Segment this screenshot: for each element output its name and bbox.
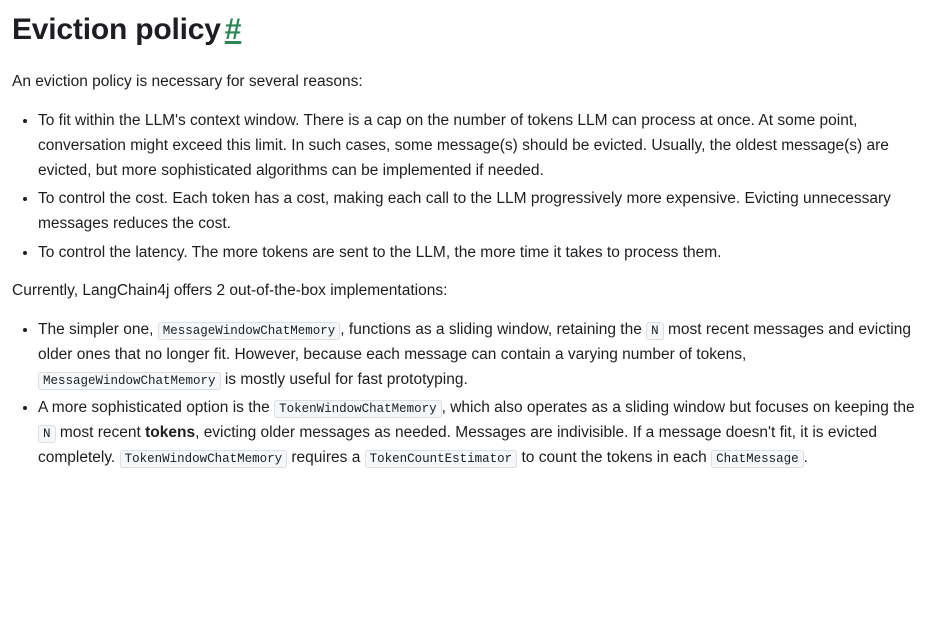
- text-run: To control the latency. The more tokens are sent to the LLM, the more time it takes to process them.: [38, 243, 722, 261]
- text-run: To control the cost. Each token has a cost, making each call to the LLM progressively more expensive. Evicting unnecessary messages reduces the cost.: [38, 190, 891, 233]
- text-run: .: [803, 449, 808, 467]
- text-run: To fit within the LLM's context window. There is a cap on the number of tokens LLM can process at once. At some point, conversation might exceed this limit. In such cases, some message(s) should be evicted. Usually, the oldest message(s) are evicted, but more sophisticated algorithms can be implemented if needed.: [38, 112, 889, 180]
- inline-code: N: [38, 425, 56, 443]
- heading-anchor-link[interactable]: #: [224, 13, 242, 46]
- inline-code: ChatMessage: [711, 450, 804, 468]
- text-run: requires a: [287, 449, 365, 467]
- page-title: [12, 12, 927, 48]
- list-item: [38, 395, 927, 470]
- emphasis-text: tokens: [145, 424, 196, 442]
- text-run: , which also operates as a sliding window but focuses on keeping the: [441, 399, 915, 417]
- list-item: [38, 240, 927, 265]
- list-item: [38, 317, 927, 392]
- intro-paragraph: An eviction policy is necessary for several reasons:: [12, 73, 363, 90]
- reasons-list: [12, 108, 927, 265]
- implementations-intro-paragraph: Currently, LangChain4j offers 2 out-of-the-box implementations:: [12, 281, 448, 299]
- page-title-text: Eviction policy: [12, 13, 221, 46]
- inline-code: TokenWindowChatMemory: [274, 400, 442, 418]
- text-run: most recent messages and evicting older ones that no longer fit. However, because each message can contain a varying number of tokens,: [38, 320, 911, 363]
- text-run: The simpler one,: [38, 320, 158, 338]
- text-run: A more sophisticated option is the: [38, 399, 275, 417]
- text-run: , functions as a sliding window, retaining the: [340, 320, 647, 338]
- list-item: [38, 186, 927, 236]
- text-run: is mostly useful for fast prototyping.: [220, 370, 468, 388]
- inline-code: TokenCountEstimator: [365, 450, 518, 468]
- text-run: to count the tokens in each: [517, 449, 712, 467]
- implementations-list: [12, 317, 927, 471]
- inline-code: MessageWindowChatMemory: [38, 372, 221, 390]
- inline-code: N: [646, 322, 664, 340]
- text-run: , evicting older messages as needed. Messages are indivisible. If a message doesn't fit, it is evicted completely.: [38, 424, 877, 467]
- inline-code: TokenWindowChatMemory: [120, 450, 288, 468]
- inline-code: MessageWindowChatMemory: [158, 322, 341, 340]
- list-item: [38, 108, 927, 183]
- text-run: most recent: [55, 424, 146, 442]
